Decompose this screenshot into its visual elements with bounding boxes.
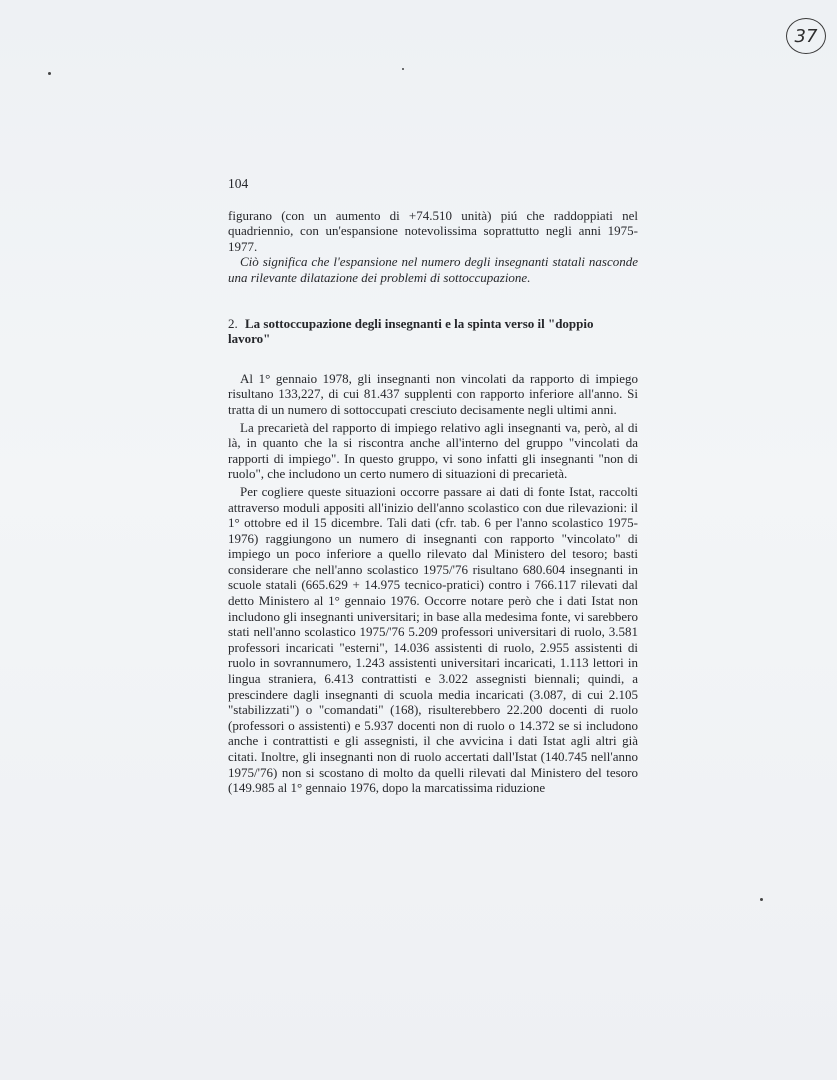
archive-stamp-number: 37 bbox=[794, 25, 818, 47]
archive-stamp bbox=[786, 18, 826, 54]
section-number: 2. bbox=[228, 315, 238, 331]
document-page bbox=[228, 176, 638, 796]
body-paragraph: figurano (con un aumento di +74.510 unità) piú che raddoppiati nel quadriennio, con un'espansione notevolissima soprattutto negli anni 1975-1977. bbox=[228, 207, 638, 254]
page-number: 104 bbox=[228, 176, 249, 191]
section-title: La sottoccupazione degli insegnanti e la spinta verso il "doppio lavoro" bbox=[228, 315, 594, 347]
emphasis-paragraph: Ciò significa che l'espansione nel numero degli insegnanti statali nasconde una rilevante dilatazione dei problemi di sottoccupazione. bbox=[228, 254, 638, 285]
body-paragraph: La precarietà del rapporto di impiego relativo agli insegnanti va, però, al di là, in quanto che la si riscontra anche all'interno del gruppo "vincolati da rapporti di impiego". In questo gruppo, vi sono infatti gli insegnanti "non di ruolo", che includono un certo numero di situazioni di precarietà. bbox=[228, 419, 638, 482]
scan-speck bbox=[760, 898, 763, 901]
scan-speck bbox=[48, 72, 51, 75]
section-heading bbox=[228, 316, 638, 347]
body-paragraph: Al 1° gennaio 1978, gli insegnanti non vincolati da rapporto di impiego risultano 133,227, di cui 81.437 supplenti con rapporto inferiore all'anno. Si tratta di un numero di sottoccupati cresciuto decisamente negli ultimi anni. bbox=[228, 370, 638, 417]
body-paragraph: Per cogliere queste situazioni occorre passare ai dati di fonte Istat, raccolti attraverso moduli appositi all'inizio dell'anno scolastico con due rilevazioni: il 1° ottobre ed il 15 dicembre. Tali dati (cfr. tab. 6 per l'anno scolastico 1975-1976) raggiungono un numero di insegnanti con rapporto "vincolato" di impiego un poco inferiore a quello rilevato dal Ministero del tesoro; basti considerare che nell'anno scolastico 1975/'76 risultano 680.604 insegnanti in scuole statali (665.629 + 14.975 tecnico-pratici) contro i 766.117 rilevati dal detto Ministero al 1° gennaio 1976. Occorre notare però che i dati Istat non includono gli insegnanti universitari; in base alla medesima fonte, vi sarebbero stati nell'anno scolastico 1975/'76 5.209 professori universitari di ruolo, 3.581 professori incaricati "esterni", 14.036 assistenti di ruolo, 2.955 assistenti di ruolo in sovrannumero, 1.243 assistenti universitari incaricati, 1.113 lettori in lingua straniera, 6.413 contrattisti e 3.022 assegnisti biennali; quindi, a prescindere dagli insegnanti di scuola media incaricati (3.087, di cui 2.105 "stabilizzati") o "comandati" (168), risulterebbero 22.200 docenti di ruolo (professori o assistenti) e 5.937 docenti non di ruolo o 14.372 se si includono anche i contrattisti e gli assegnisti, il che avvicina i dati Istat agli altri già citati. Inoltre, gli insegnanti non di ruolo accertati dall'Istat (140.745 nell'anno 1975/'76) non si scostano di molto da quelli rilevati dal Ministero del tesoro (149.985 al 1° gennaio 1976, dopo la marcatissima riduzione bbox=[228, 483, 638, 796]
scan-speck bbox=[402, 68, 404, 70]
